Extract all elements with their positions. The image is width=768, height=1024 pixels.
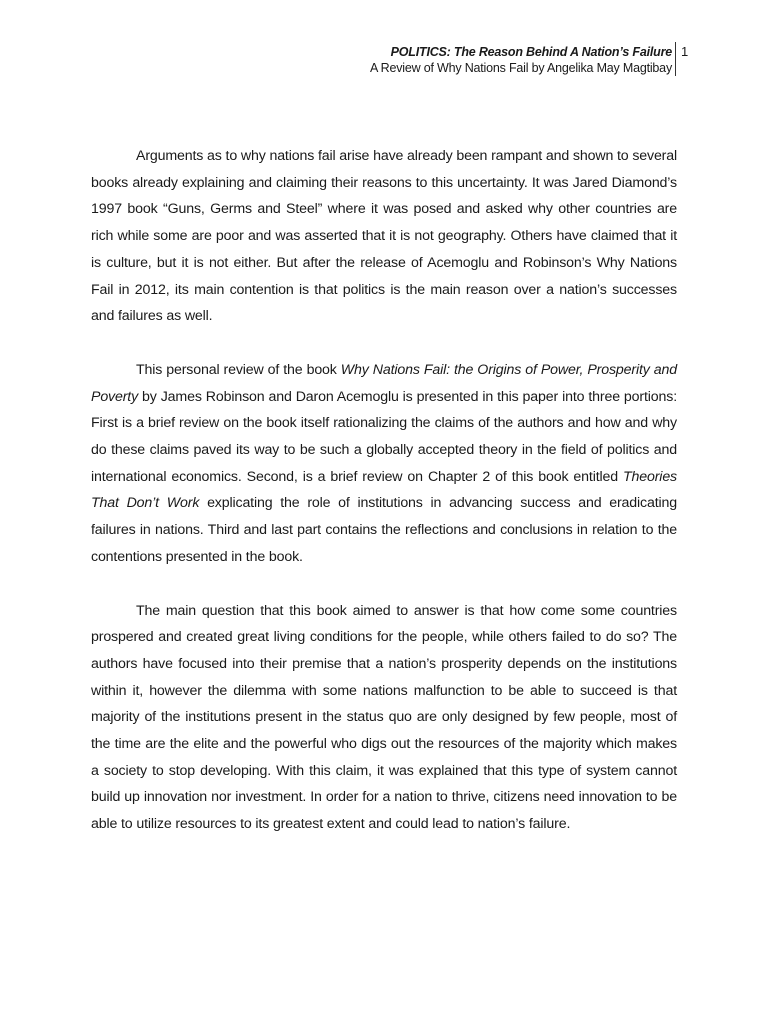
book-title: Why Nations Fail: the Origins of Power, Prosperity and Poverty <box>91 361 677 405</box>
document-body <box>91 143 677 865</box>
header-title: POLITICS: The Reason Behind A Nation’s Failure <box>390 45 672 59</box>
page-number: 1 <box>681 44 689 59</box>
paragraph-3 <box>91 598 677 838</box>
paragraph-1 <box>91 143 677 330</box>
chapter-title: Theories That Don’t Work <box>91 468 677 512</box>
paragraph-2-text-a: This personal review of the book <box>136 361 341 378</box>
paragraph-2-text-c: explicating the role of institutions in advancing success and eradicating failures in nations. Third and last part contains the reflections and conclusions in relation to the contentions presented in the book. <box>91 495 677 565</box>
running-header <box>370 44 672 76</box>
paragraph-3-text: The main question that this book aimed to answer is that how come some countries prospered and created great living conditions for the people, while others failed to do so? The authors have focused into their premise that a nation’s prosperity depends on the institutions within it, however the dilemma with some nations malfunction to be able to succeed is that majority of the institutions present in the status quo are only designed by few people, most of the time are the elite and the powerful who digs out the resources of the majority which makes a society to stop developing. With this claim, it was explained that this type of system cannot build up innovation nor investment. In order for a nation to thrive, citizens need innovation to be able to utilize resources to its greatest extent and could lead to nation’s failure. <box>91 602 677 833</box>
paragraph-2-text-b: by James Robinson and Daron Acemoglu is presented in this paper into three portions: First is a brief review on the book itself rationalizing the claims of the authors and how and why do these claims paved its way to be such a globally accepted theory in the field of politics and international economics. Second, is a brief review on Chapter 2 of this book entitled <box>91 388 677 485</box>
paragraph-1-text: Arguments as to why nations fail arise have already been rampant and shown to several books already explaining and claiming their reasons to this uncertainty. It was Jared Diamond’s 1997 book “Guns, Germs and Steel” where it was posed and asked why other countries are rich while some are poor and was asserted that it is not geography. Others have claimed that it is culture, but it is not either. But after the release of Acemoglu and Robinson’s Why Nations Fail in 2012, its main contention is that politics is the main reason over a nation’s successes and failures as well. <box>91 148 677 325</box>
header-subtitle: A Review of Why Nations Fail by Angelika May Magtibay <box>369 61 672 75</box>
paragraph-2 <box>91 357 677 571</box>
header-divider <box>675 42 676 76</box>
